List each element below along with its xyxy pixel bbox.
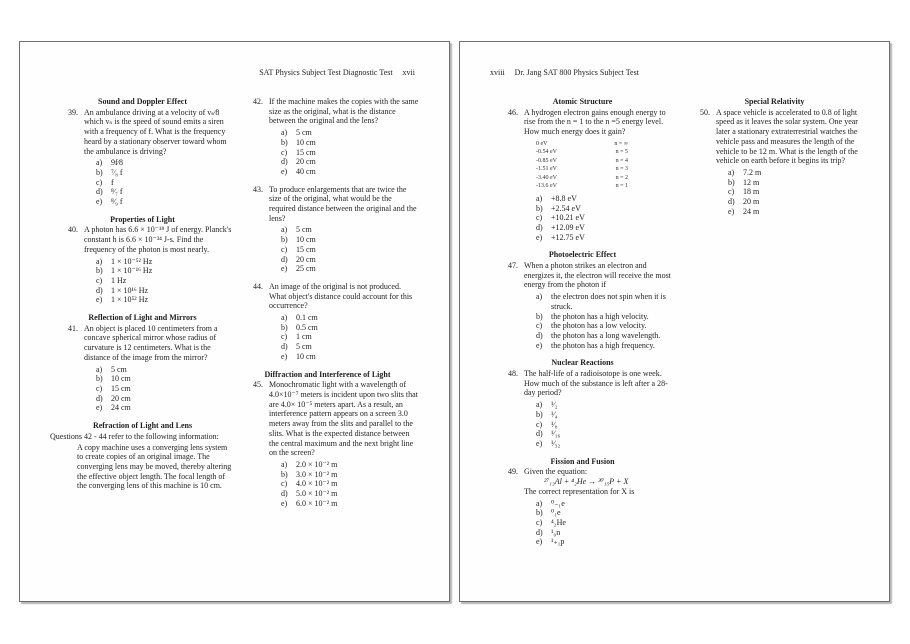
options-list bbox=[96, 158, 235, 207]
diagram-row bbox=[536, 174, 628, 183]
option-45-a bbox=[281, 460, 420, 470]
question-text: A photon has 6.6 × 10⁻¹⁸ J of energy. Planck's constant h is 6.6 × 10⁻³⁴ J-s. Find the frequency of the photon is most nearly. bbox=[84, 225, 232, 254]
question-40 bbox=[68, 225, 235, 305]
question-number: 46. bbox=[508, 107, 518, 117]
option-39-a bbox=[96, 158, 235, 168]
section-heading: Refraction of Light and Lens bbox=[92, 421, 193, 431]
level-label: n = ∞ bbox=[614, 140, 628, 147]
option-text: 24 cm bbox=[111, 403, 131, 413]
question-45 bbox=[253, 380, 420, 508]
passage-text: A copy machine uses a converging lens system to create copies of an original image. The converging lens may be moved, thereby altering the effective object length. The focal length of the converging lens of this machine is 10 cm. bbox=[77, 442, 232, 491]
option-text: ⁴₂He bbox=[551, 517, 566, 527]
column-right bbox=[682, 97, 867, 224]
option-text: 15 cm bbox=[111, 383, 131, 393]
option-44-b bbox=[281, 323, 420, 333]
question-39 bbox=[68, 108, 235, 207]
question-text: Given the equation: bbox=[524, 467, 588, 477]
question-number: 48. bbox=[508, 369, 518, 379]
option-text: +12.09 eV bbox=[551, 222, 585, 232]
column-right bbox=[235, 97, 420, 516]
option-text: 15 cm bbox=[296, 244, 316, 254]
option-41-a bbox=[96, 365, 235, 375]
energy-value: -1.51 eV bbox=[536, 166, 557, 173]
energy-value: -13.6 eV bbox=[536, 183, 557, 190]
question-number: 49. bbox=[508, 467, 518, 477]
option-letter: e) bbox=[96, 197, 103, 207]
option-text: +2.54 eV bbox=[551, 203, 581, 213]
option-42-a bbox=[281, 128, 420, 138]
question-50 bbox=[700, 108, 867, 217]
question-text: A hydrogen electron gains enough energy to rise from the n = 1 to the n =5 energy level. How much energy does it gain? bbox=[524, 107, 666, 137]
option-43-e bbox=[281, 264, 420, 274]
option-text: 10 cm bbox=[111, 374, 131, 384]
question-49 bbox=[508, 467, 675, 547]
option-text: 15 cm bbox=[296, 147, 316, 157]
option-text: 0.5 cm bbox=[296, 322, 318, 332]
energy-value: 0 eV bbox=[536, 140, 548, 147]
option-letter: c) bbox=[281, 244, 288, 254]
option-45-c bbox=[281, 479, 420, 489]
option-49-d bbox=[536, 528, 675, 538]
options-list bbox=[536, 292, 675, 350]
option-letter: e) bbox=[281, 264, 288, 274]
option-text: 1 × 10⁻¹⁶ Hz bbox=[111, 266, 153, 276]
option-49-b bbox=[536, 508, 675, 518]
header-title: Dr. Jang SAT 800 Physics Subject Test bbox=[514, 68, 639, 77]
diagram-row bbox=[536, 165, 628, 174]
option-letter: a) bbox=[96, 158, 103, 168]
option-letter: b) bbox=[536, 508, 543, 518]
option-text: ¹⁄₂ bbox=[551, 400, 558, 410]
question-text: Monochromatic light with a wavelength of 4.0×10⁻⁷ meters is incident upon two slits that are 4.0× 10⁻⁵ meters apart. As a result, an interference pattern appears on a screen 3.0 meters away from the slits and parallel to the slits. What is the expected distance between the central maximum and the next bright line on the screen? bbox=[269, 380, 418, 458]
option-letter: d) bbox=[281, 342, 288, 352]
energy-value: -3.40 eV bbox=[536, 174, 557, 181]
option-text: +12.75 eV bbox=[551, 232, 585, 242]
option-50-e bbox=[728, 207, 867, 217]
option-text: 1 × 10¹⁶ Hz bbox=[111, 285, 149, 295]
option-letter: b) bbox=[536, 311, 543, 321]
option-letter: e) bbox=[96, 403, 103, 413]
option-39-e bbox=[96, 197, 235, 207]
option-41-b bbox=[96, 374, 235, 384]
option-text: 18 m bbox=[743, 187, 760, 197]
option-text: 10 cm bbox=[296, 235, 316, 245]
options-list bbox=[281, 460, 420, 509]
option-text: 3.0 × 10⁻² m bbox=[296, 469, 338, 479]
level-label: n = 3 bbox=[615, 166, 628, 173]
option-letter: a) bbox=[536, 498, 543, 508]
option-text: 6.0 × 10⁻² m bbox=[296, 498, 338, 508]
option-letter: d) bbox=[96, 285, 103, 295]
option-text: 12 m bbox=[743, 177, 760, 187]
option-50-d bbox=[728, 197, 867, 207]
option-text: ¹⁄₁₆ bbox=[551, 429, 561, 439]
option-letter: b) bbox=[281, 137, 288, 147]
header-title: SAT Physics Subject Test Diagnostic Test bbox=[259, 68, 393, 77]
option-40-e bbox=[96, 295, 235, 305]
section-heading: Photoelectric Effect bbox=[548, 250, 617, 260]
option-42-e bbox=[281, 167, 420, 177]
option-47-a bbox=[536, 292, 675, 311]
option-letter: a) bbox=[536, 400, 543, 410]
option-letter: d) bbox=[96, 393, 103, 403]
diagram-row bbox=[536, 157, 628, 166]
option-text: 25 cm bbox=[296, 264, 316, 274]
question-44 bbox=[253, 282, 420, 362]
options-list bbox=[536, 194, 675, 243]
question-42 bbox=[253, 97, 420, 177]
option-letter: b) bbox=[96, 167, 103, 177]
option-text: 2.0 × 10⁻² m bbox=[296, 459, 338, 469]
question-text: The half-life of a radioisotope is one week. How much of the substance is left after a 28-day period? bbox=[524, 369, 668, 398]
option-text: 20 cm bbox=[296, 254, 316, 264]
option-48-d bbox=[536, 429, 675, 439]
option-text: 20 cm bbox=[111, 393, 131, 403]
diagram-row bbox=[536, 182, 628, 191]
section-heading: Nuclear Reactions bbox=[551, 358, 614, 368]
option-text: 1 × 10⁵² Hz bbox=[111, 295, 149, 305]
option-43-b bbox=[281, 235, 420, 245]
question-text: A space vehicle is accelerated to 0.8 of light speed as it leaves the solar system. One year later a stationary extraterrestrial watches the vehicle pass and measures the length of the vehicle to be 12 m. What is the length of the vehicle on earth before it begins its trip? bbox=[716, 107, 858, 166]
option-letter: d) bbox=[728, 197, 735, 207]
reference-note: Questions 42 - 44 refer to the following information: bbox=[50, 431, 219, 441]
option-40-d bbox=[96, 286, 235, 296]
option-text: 40 cm bbox=[296, 166, 316, 176]
option-42-c bbox=[281, 148, 420, 158]
option-47-b bbox=[536, 312, 675, 322]
option-letter: d) bbox=[536, 222, 543, 232]
option-48-e bbox=[536, 439, 675, 449]
option-letter: e) bbox=[728, 206, 735, 216]
option-text: the photon has a low velocity. bbox=[551, 321, 647, 331]
option-50-c bbox=[728, 187, 867, 197]
option-letter: c) bbox=[536, 321, 543, 331]
option-47-d bbox=[536, 331, 675, 341]
option-text: ¹₀n bbox=[551, 527, 561, 537]
energy-level-diagram bbox=[536, 140, 628, 191]
option-text: 9f⁄8 bbox=[111, 158, 123, 168]
section-heading: Atomic Structure bbox=[552, 97, 613, 106]
option-text: ⁸⁄₇ f bbox=[111, 187, 123, 197]
question-number: 42. bbox=[253, 97, 263, 106]
question-text: To produce enlargements that are twice the size of the original, what would be the required distance between the original and the lens? bbox=[269, 184, 417, 223]
option-48-c bbox=[536, 420, 675, 430]
option-letter: a) bbox=[281, 313, 288, 323]
option-50-a bbox=[728, 168, 867, 178]
level-label: n = 2 bbox=[615, 174, 628, 181]
options-list bbox=[536, 499, 675, 548]
option-41-c bbox=[96, 384, 235, 394]
question-47 bbox=[508, 261, 675, 350]
option-letter: d) bbox=[536, 330, 543, 340]
option-letter: b) bbox=[281, 235, 288, 245]
option-text: 24 m bbox=[743, 206, 760, 216]
option-letter: b) bbox=[728, 177, 735, 187]
option-letter: e) bbox=[281, 498, 288, 508]
option-text: ⁰₁e bbox=[551, 508, 561, 518]
options-list bbox=[281, 225, 420, 274]
option-letter: b) bbox=[281, 469, 288, 479]
option-letter: c) bbox=[281, 332, 288, 342]
option-text: 10 cm bbox=[296, 137, 316, 147]
options-list bbox=[96, 257, 235, 306]
option-letter: c) bbox=[536, 419, 543, 429]
diagram-row bbox=[536, 140, 628, 149]
option-letter: b) bbox=[281, 322, 288, 332]
nuclear-equation: ²⁷₁₃Al + ⁴₂He → ³⁰₁₅P + X bbox=[544, 477, 629, 487]
option-text: +8.8 eV bbox=[551, 193, 577, 203]
page-number: xviii bbox=[490, 68, 505, 77]
question-text: When a photon strikes an electron and energizes it, the electron will receive the most energy from the photon if bbox=[524, 261, 671, 290]
running-header bbox=[50, 68, 415, 78]
option-letter: a) bbox=[536, 193, 543, 203]
option-letter: d) bbox=[281, 489, 288, 499]
option-47-e bbox=[536, 341, 675, 351]
column-left bbox=[50, 97, 235, 499]
option-49-c bbox=[536, 518, 675, 528]
options-list bbox=[96, 365, 235, 414]
question-43 bbox=[253, 185, 420, 274]
option-text: 1 Hz bbox=[111, 275, 127, 285]
energy-value: -0.85 eV bbox=[536, 157, 557, 164]
option-letter: e) bbox=[281, 351, 288, 361]
question-number: 47. bbox=[508, 261, 518, 271]
option-text: 20 cm bbox=[296, 157, 316, 167]
option-letter: e) bbox=[281, 166, 288, 176]
page-xvii bbox=[19, 41, 450, 602]
option-letter: a) bbox=[281, 459, 288, 469]
option-letter: c) bbox=[96, 383, 103, 393]
option-letter: c) bbox=[536, 213, 543, 223]
option-letter: d) bbox=[281, 254, 288, 264]
option-39-d bbox=[96, 187, 235, 197]
level-label: n = 4 bbox=[615, 157, 628, 164]
option-text: 5 cm bbox=[111, 364, 127, 374]
option-40-c bbox=[96, 276, 235, 286]
option-45-b bbox=[281, 470, 420, 480]
question-number: 39. bbox=[68, 107, 78, 117]
option-39-b bbox=[96, 168, 235, 178]
option-40-b bbox=[96, 266, 235, 276]
options-list bbox=[281, 313, 420, 362]
option-letter: a) bbox=[281, 128, 288, 138]
option-text: the photon has a high frequency. bbox=[551, 340, 655, 350]
option-letter: c) bbox=[96, 275, 103, 285]
question-number: 50. bbox=[700, 107, 710, 117]
option-text: 1 cm bbox=[296, 332, 312, 342]
option-text: 5 cm bbox=[296, 342, 312, 352]
option-text: the photon has a long wavelength. bbox=[551, 330, 661, 340]
option-text: ¹⁄₈ bbox=[551, 419, 558, 429]
option-letter: d) bbox=[536, 527, 543, 537]
question-41 bbox=[68, 324, 235, 413]
column-left bbox=[490, 97, 675, 555]
option-letter: a) bbox=[96, 256, 103, 266]
option-43-d bbox=[281, 255, 420, 265]
option-letter: d) bbox=[281, 157, 288, 167]
option-text: 20 m bbox=[743, 197, 760, 207]
option-43-a bbox=[281, 225, 420, 235]
option-text: ⁸⁄₉ f bbox=[111, 197, 123, 207]
question-text: An ambulance driving at a velocity of vₛ⁄8 which vₛ is the speed of sound emits a siren with a frequency of f. What is the frequency heard by a stationary observer toward whom the ambulance is driving? bbox=[84, 107, 227, 156]
option-50-b bbox=[728, 178, 867, 188]
option-letter: e) bbox=[536, 537, 543, 547]
option-48-b bbox=[536, 410, 675, 420]
option-letter: e) bbox=[536, 232, 543, 242]
option-letter: c) bbox=[96, 177, 103, 187]
option-text: 10 cm bbox=[296, 351, 316, 361]
options-list bbox=[728, 168, 867, 217]
option-text: 0.1 cm bbox=[296, 313, 318, 323]
option-45-e bbox=[281, 499, 420, 509]
option-letter: b) bbox=[96, 374, 103, 384]
option-44-d bbox=[281, 342, 420, 352]
option-text: ¹₊₁p bbox=[551, 537, 565, 547]
option-42-b bbox=[281, 138, 420, 148]
options-list bbox=[536, 400, 675, 449]
option-43-c bbox=[281, 245, 420, 255]
option-44-c bbox=[281, 332, 420, 342]
option-text: 5 cm bbox=[296, 225, 312, 235]
question-number: 45. bbox=[253, 380, 263, 390]
section-heading: Properties of Light bbox=[110, 214, 175, 224]
page-xviii bbox=[459, 41, 890, 602]
option-47-c bbox=[536, 321, 675, 331]
option-text: +10.21 eV bbox=[551, 213, 585, 223]
question-number: 43. bbox=[253, 184, 263, 194]
energy-value: -0.54 eV bbox=[536, 149, 557, 156]
option-text: ¹⁄₃₂ bbox=[551, 438, 561, 448]
option-46-e bbox=[536, 233, 675, 243]
option-letter: c) bbox=[281, 479, 288, 489]
option-text: f bbox=[111, 177, 114, 187]
option-46-c bbox=[536, 213, 675, 223]
section-heading: Special Relativity bbox=[744, 97, 805, 106]
question-text: An object is placed 10 centimeters from a concave spherical mirror whose radius of curvature is 12 centimeters. What is the distance of the image from the mirror? bbox=[84, 323, 218, 362]
section-heading: Reflection of Light and Mirrors bbox=[88, 313, 197, 323]
option-text: the photon has a high velocity. bbox=[551, 311, 649, 321]
option-text: ⁷⁄₈ f bbox=[111, 167, 123, 177]
option-letter: a) bbox=[281, 225, 288, 235]
option-44-a bbox=[281, 313, 420, 323]
running-header bbox=[490, 68, 855, 78]
question-text-continued: The correct representation for X is bbox=[524, 486, 635, 496]
option-letter: e) bbox=[536, 340, 543, 350]
question-46 bbox=[508, 108, 675, 243]
option-40-a bbox=[96, 257, 235, 267]
option-45-d bbox=[281, 489, 420, 499]
option-letter: c) bbox=[728, 187, 735, 197]
question-number: 40. bbox=[68, 225, 78, 235]
option-text: the electron does not spin when it is struck. bbox=[551, 292, 666, 311]
option-letter: a) bbox=[728, 167, 735, 177]
section-heading: Fission and Fusion bbox=[550, 456, 615, 466]
option-text: ¹⁄₄ bbox=[551, 409, 558, 419]
option-letter: b) bbox=[96, 266, 103, 276]
option-letter: e) bbox=[96, 295, 103, 305]
option-48-a bbox=[536, 400, 675, 410]
option-41-d bbox=[96, 394, 235, 404]
option-42-d bbox=[281, 157, 420, 167]
option-letter: b) bbox=[536, 409, 543, 419]
option-text: ⁰₋₁e bbox=[551, 498, 565, 508]
question-48 bbox=[508, 369, 675, 449]
option-49-e bbox=[536, 537, 675, 547]
option-letter: b) bbox=[536, 203, 543, 213]
option-46-d bbox=[536, 223, 675, 233]
option-41-e bbox=[96, 403, 235, 413]
option-letter: c) bbox=[536, 517, 543, 527]
diagram-row bbox=[536, 148, 628, 157]
level-label: n = 5 bbox=[615, 149, 628, 156]
option-letter: a) bbox=[96, 364, 103, 374]
option-44-e bbox=[281, 352, 420, 362]
option-39-c bbox=[96, 178, 235, 188]
question-text: If the machine makes the copies with the same size as the original, what is the distance between the original and the lens? bbox=[269, 97, 419, 126]
option-text: 5 cm bbox=[296, 128, 312, 138]
option-text: 1 × 10⁻⁵² Hz bbox=[111, 256, 153, 266]
page-number: xvii bbox=[402, 68, 415, 77]
option-text: 5.0 × 10⁻² m bbox=[296, 489, 338, 499]
option-letter: d) bbox=[536, 429, 543, 439]
option-text: 7.2 m bbox=[743, 167, 762, 177]
option-46-a bbox=[536, 194, 675, 204]
option-letter: a) bbox=[536, 292, 543, 302]
level-label: n = 1 bbox=[615, 183, 628, 190]
question-number: 44. bbox=[253, 281, 263, 291]
option-letter: d) bbox=[96, 187, 103, 197]
question-number: 41. bbox=[68, 323, 78, 333]
option-text: 4.0 × 10⁻² m bbox=[296, 479, 338, 489]
option-letter: e) bbox=[536, 438, 543, 448]
option-49-a bbox=[536, 499, 675, 509]
section-heading: Sound and Doppler Effect bbox=[98, 97, 187, 106]
options-list bbox=[281, 128, 420, 177]
question-text: An image of the original is not produced. What object's distance could account for this occurrence? bbox=[269, 281, 413, 311]
section-heading: Diffraction and Interference of Light bbox=[264, 369, 391, 379]
option-46-b bbox=[536, 204, 675, 214]
option-letter: c) bbox=[281, 147, 288, 157]
